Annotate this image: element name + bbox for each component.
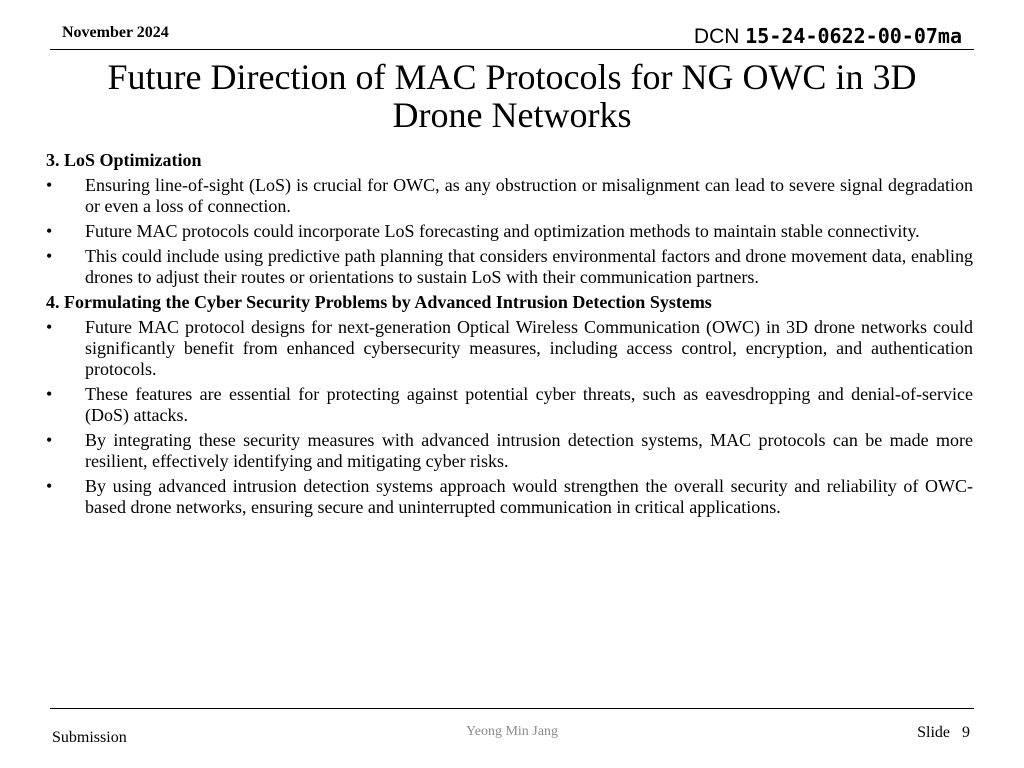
- bullet-icon: •: [46, 384, 53, 404]
- list-item: [46, 221, 973, 242]
- slide-title-line1: Future Direction of MAC Protocols for NG OWC in 3D: [107, 57, 917, 97]
- slide-body: [46, 150, 973, 522]
- dcn-number: 15-24-0622-00-07ma: [745, 24, 962, 48]
- footer-submission: Submission: [52, 729, 127, 746]
- bullet-text: This could include using predictive path planning that considers environmental factors and drone movement data, enabling drones to adjust their routes or orientations to sustain LoS with their communication partners.: [85, 246, 973, 287]
- header-date: November 2024: [62, 24, 169, 41]
- list-item: [46, 246, 973, 288]
- bullet-icon: •: [46, 317, 53, 337]
- slide-title-line2: Drone Networks: [392, 95, 632, 135]
- slide-title: [40, 58, 984, 134]
- bullet-icon: •: [46, 246, 53, 266]
- bullet-icon: •: [46, 175, 53, 195]
- bullet-text: Ensuring line-of-sight (LoS) is crucial for OWC, as any obstruction or misalignment can lead to severe signal degradation or even a loss of connection.: [85, 175, 973, 216]
- list-item: [46, 317, 973, 380]
- slide-label: Slide: [917, 724, 950, 741]
- section-heading-cyber-security: 4. Formulating the Cyber Security Problems by Advanced Intrusion Detection Systems: [46, 292, 712, 312]
- bullet-text: By integrating these security measures with advanced intrusion detection systems, MAC protocols can be made more resilient, effectively identifying and mitigating cyber risks.: [85, 430, 973, 471]
- list-item: [46, 476, 973, 518]
- footer-divider: [50, 708, 974, 709]
- bullet-text: Future MAC protocols could incorporate LoS forecasting and optimization methods to maintain stable connectivity.: [85, 221, 920, 241]
- bullet-icon: •: [46, 221, 53, 241]
- section-heading-los: 3. LoS Optimization: [46, 150, 202, 170]
- header-dcn: [694, 24, 962, 49]
- list-item: [46, 430, 973, 472]
- bullet-icon: •: [46, 430, 53, 450]
- bullet-text: Future MAC protocol designs for next-generation Optical Wireless Communication (OWC) in 3D drone networks could significantly benefit from enhanced cybersecurity measures, including access control, encryption, and authentication protocols.: [85, 317, 973, 379]
- list-item: [46, 384, 973, 426]
- bullet-text: These features are essential for protecting against potential cyber threats, such as eavesdropping and denial-of-service (DoS) attacks.: [85, 384, 973, 425]
- header-divider: [50, 49, 974, 50]
- bullet-icon: •: [46, 476, 53, 496]
- footer-author: Yeong Min Jang: [466, 724, 558, 739]
- slide-number: 9: [962, 724, 970, 741]
- bullet-text: By using advanced intrusion detection systems approach would strengthen the overall security and reliability of OWC-based drone networks, ensuring secure and uninterrupted communication in critical applications.: [85, 476, 973, 517]
- footer-slide-number: [917, 724, 970, 742]
- list-item: [46, 175, 973, 217]
- dcn-label: DCN: [693, 25, 740, 48]
